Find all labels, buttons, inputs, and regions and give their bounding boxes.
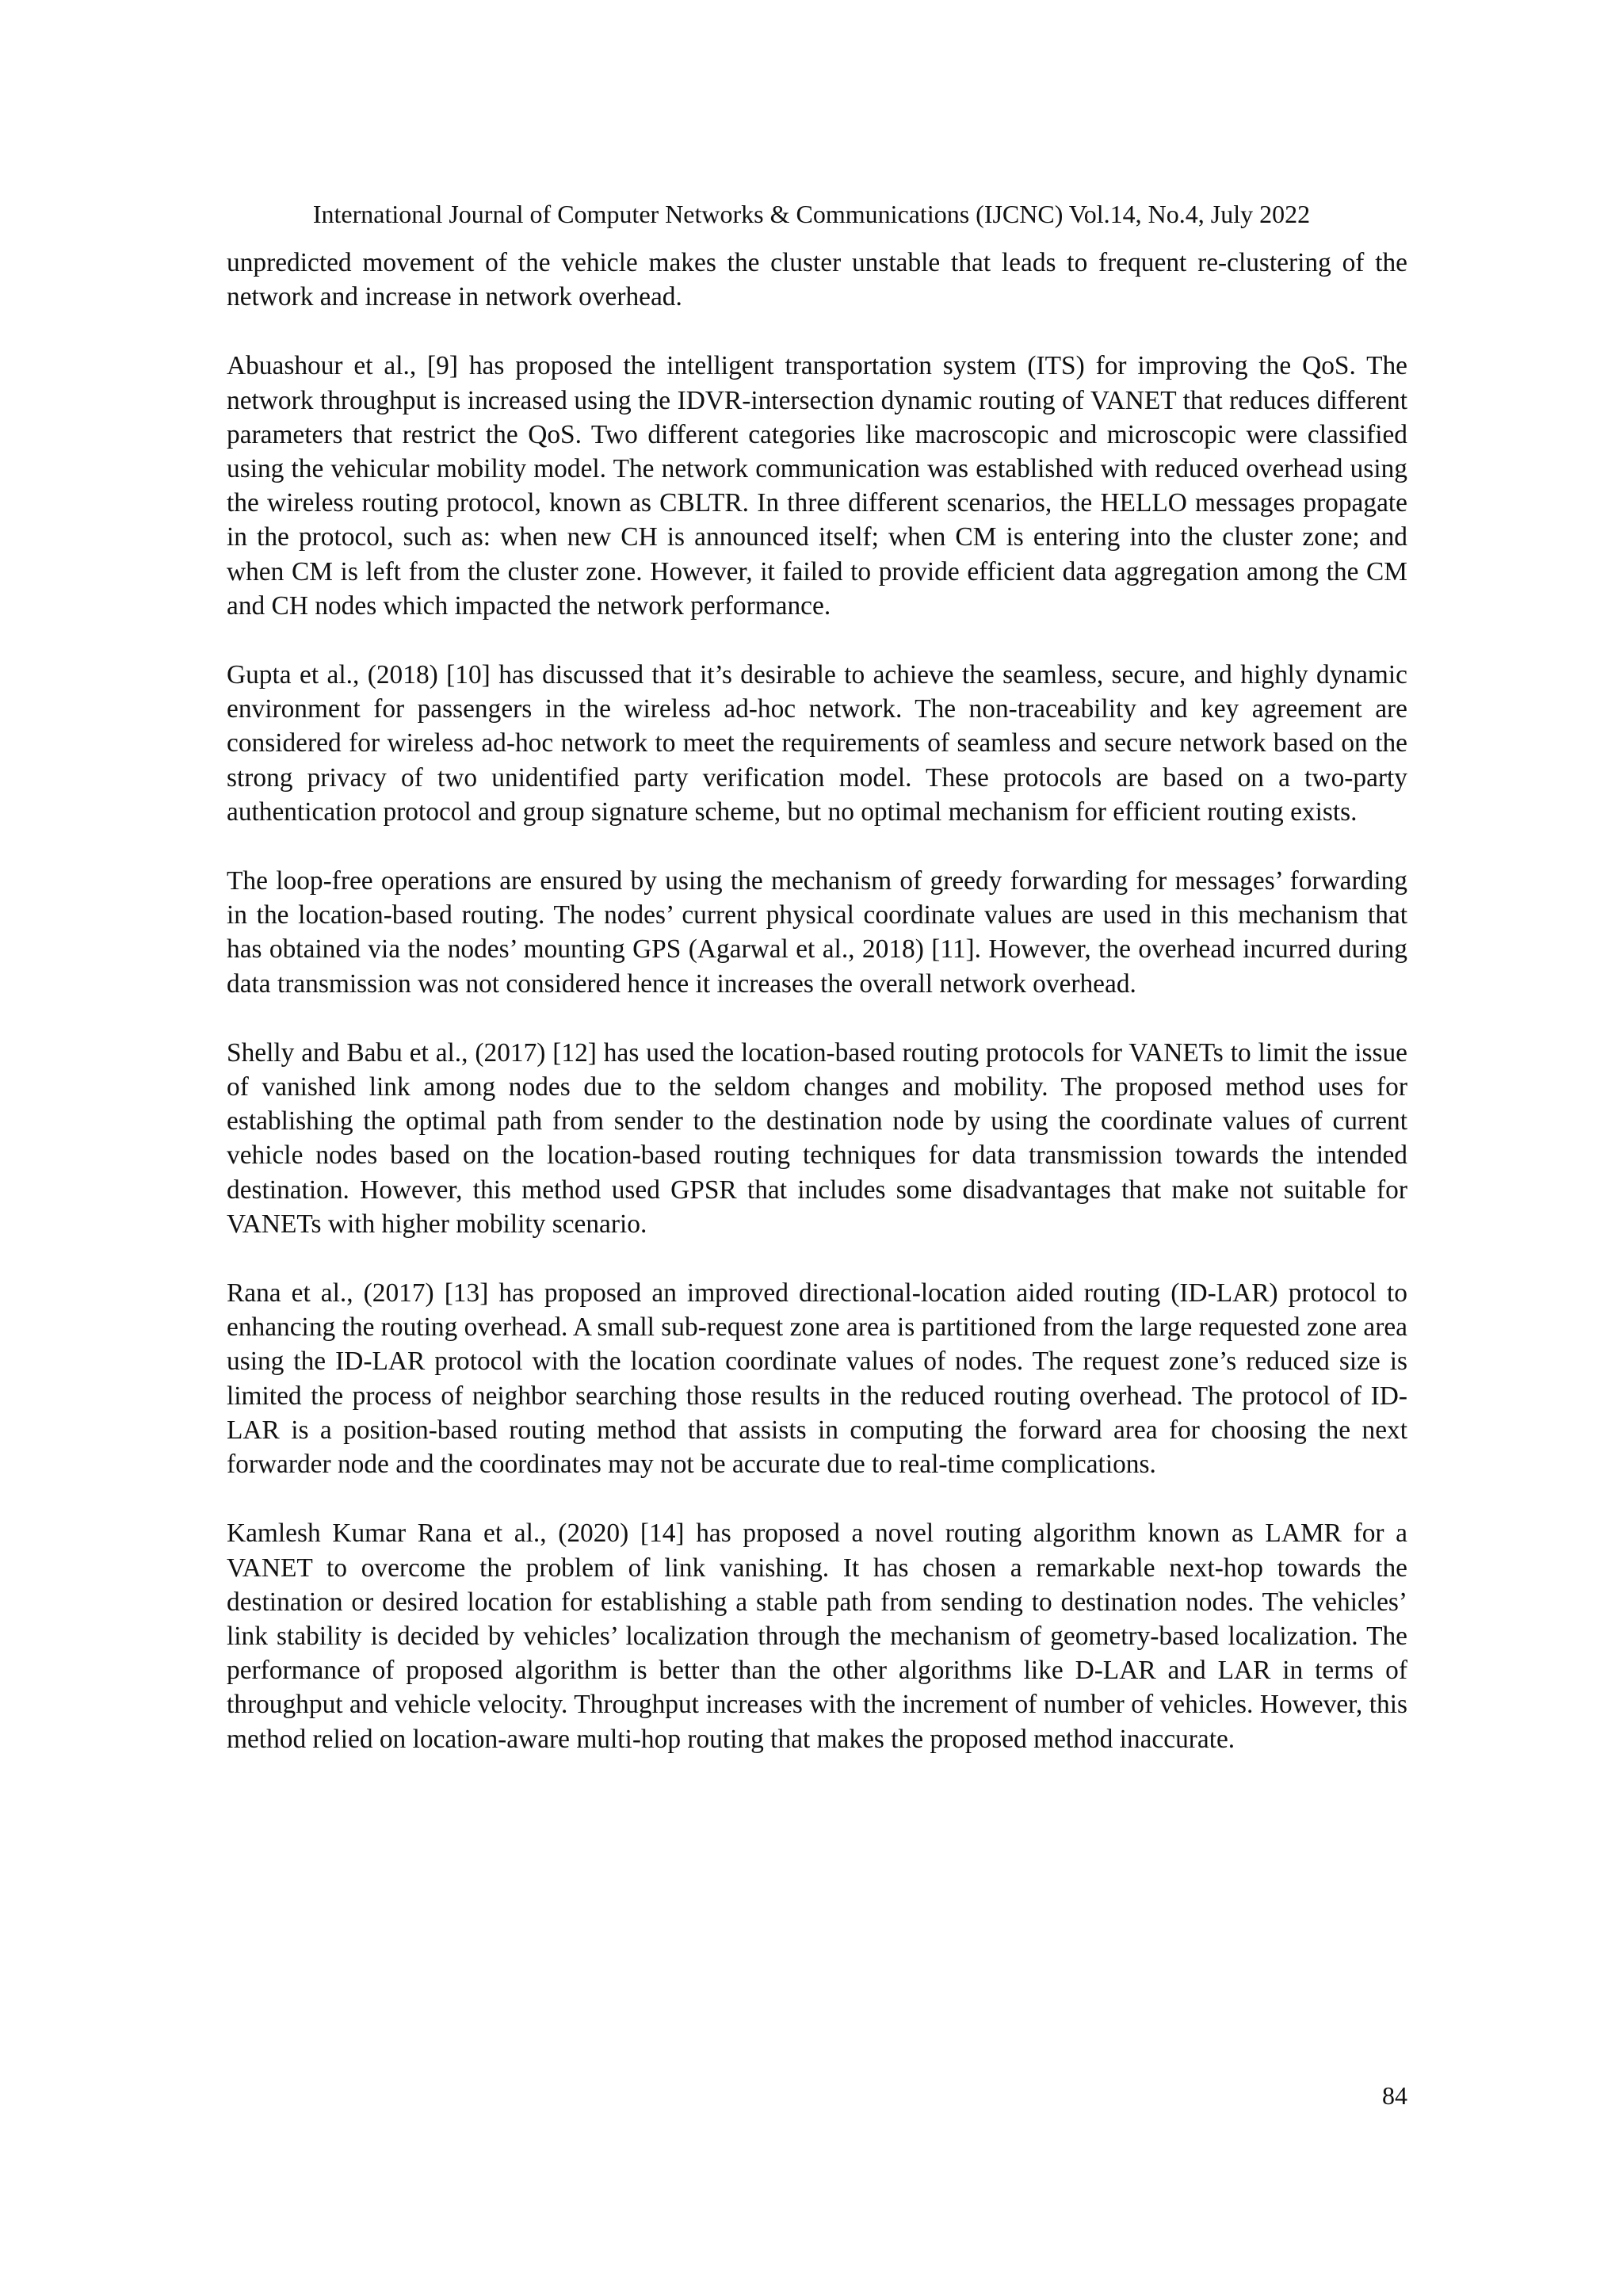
paragraph: Shelly and Babu et al., (2017) [12] has used the location-based routing protocols for VANETs to limit the issue of vanished link among nodes due to the seldom changes and mobility. The proposed method uses for establishing the optimal path from sender to the destination node by using the coordinate values of current vehicle nodes based on the location-based routing techniques for data transmission towards the intended destination. However, this method used GPSR that includes some disadvantages that make not suitable for VANETs with higher mobility scenario. — [227, 1037, 1407, 1239]
running-header: International Journal of Computer Networks & Communications (IJCNC) Vol.14, No.4, July 2022 — [312, 200, 1311, 228]
paragraph: The loop-free operations are ensured by using the mechanism of greedy forwarding for messages’ forwarding in the location-based routing. The nodes’ current physical coordinate values are used in this mechanism that has obtained via the nodes’ mounting GPS (Agarwal et al., 2018) [11]. However, the overhead incurred during data transmission was not considered hence it increases the overall network overhead. — [227, 866, 1407, 999]
body-text — [227, 246, 1407, 1756]
paragraph: Abuashour et al., [9] has proposed the intelligent transportation system (ITS) for improving the QoS. The network throughput is increased using the IDVR-intersection dynamic routing of VANET that reduces different parameters that restrict the QoS. Two different categories like macroscopic and microscopic were classified using the vehicular mobility model. The network communication was established with reduced overhead using the wireless routing protocol, known as CBLTR. In three different scenarios, the HELLO messages propagate in the protocol, such as: when new CH is announced itself; when CM is entering into the cluster zone; and when CM is left from the cluster zone. However, it failed to provide efficient data aggregation among the CM and CH nodes which impacted the network performance. — [227, 351, 1407, 621]
paragraph: unpredicted movement of the vehicle makes the cluster unstable that leads to frequent re-clustering of the network and increase in network overhead. — [227, 248, 1407, 312]
paragraph: Rana et al., (2017) [13] has proposed an improved directional-location aided routing (ID-LAR) protocol to enhancing the routing overhead. A small sub-request zone area is partitioned from the large requested zone area using the ID-LAR protocol with the location coordinate values of nodes. The request zone’s reduced size is limited the process of neighbor searching those results in the reduced routing overhead. The protocol of ID-LAR is a position-based routing method that assists in computing the forward area for choosing the next forwarder node and the coordinates may not be accurate due to real-time complications. — [227, 1278, 1407, 1480]
page-number: 84 — [1382, 2081, 1407, 2110]
paragraph: Gupta et al., (2018) [10] has discussed that it’s desirable to achieve the seamless, secure, and highly dynamic environment for passengers in the wireless ad-hoc network. The non-traceability and key agreement are considered for wireless ad-hoc network to meet the requirements of seamless and secure network based on the strong privacy of two unidentified party verification model. These protocols are based on a two-party authentication protocol and group signature scheme, but no optimal mechanism for efficient routing exists. — [227, 660, 1407, 827]
paragraph: Kamlesh Kumar Rana et al., (2020) [14] has proposed a novel routing algorithm known as LAMR for a VANET to overcome the problem of link vanishing. It has chosen a remarkable next-hop towards the destination or desired location for establishing a stable path from sending to destination nodes. The vehicles’ link stability is decided by vehicles’ localization through the mechanism of geometry-based localization. The performance of proposed algorithm is better than the other algorithms like D-LAR and LAR in terms of throughput and vehicle velocity. Throughput increases with the increment of number of vehicles. However, this method relied on location-aware multi-hop routing that makes the proposed method inaccurate. — [227, 1519, 1407, 1754]
